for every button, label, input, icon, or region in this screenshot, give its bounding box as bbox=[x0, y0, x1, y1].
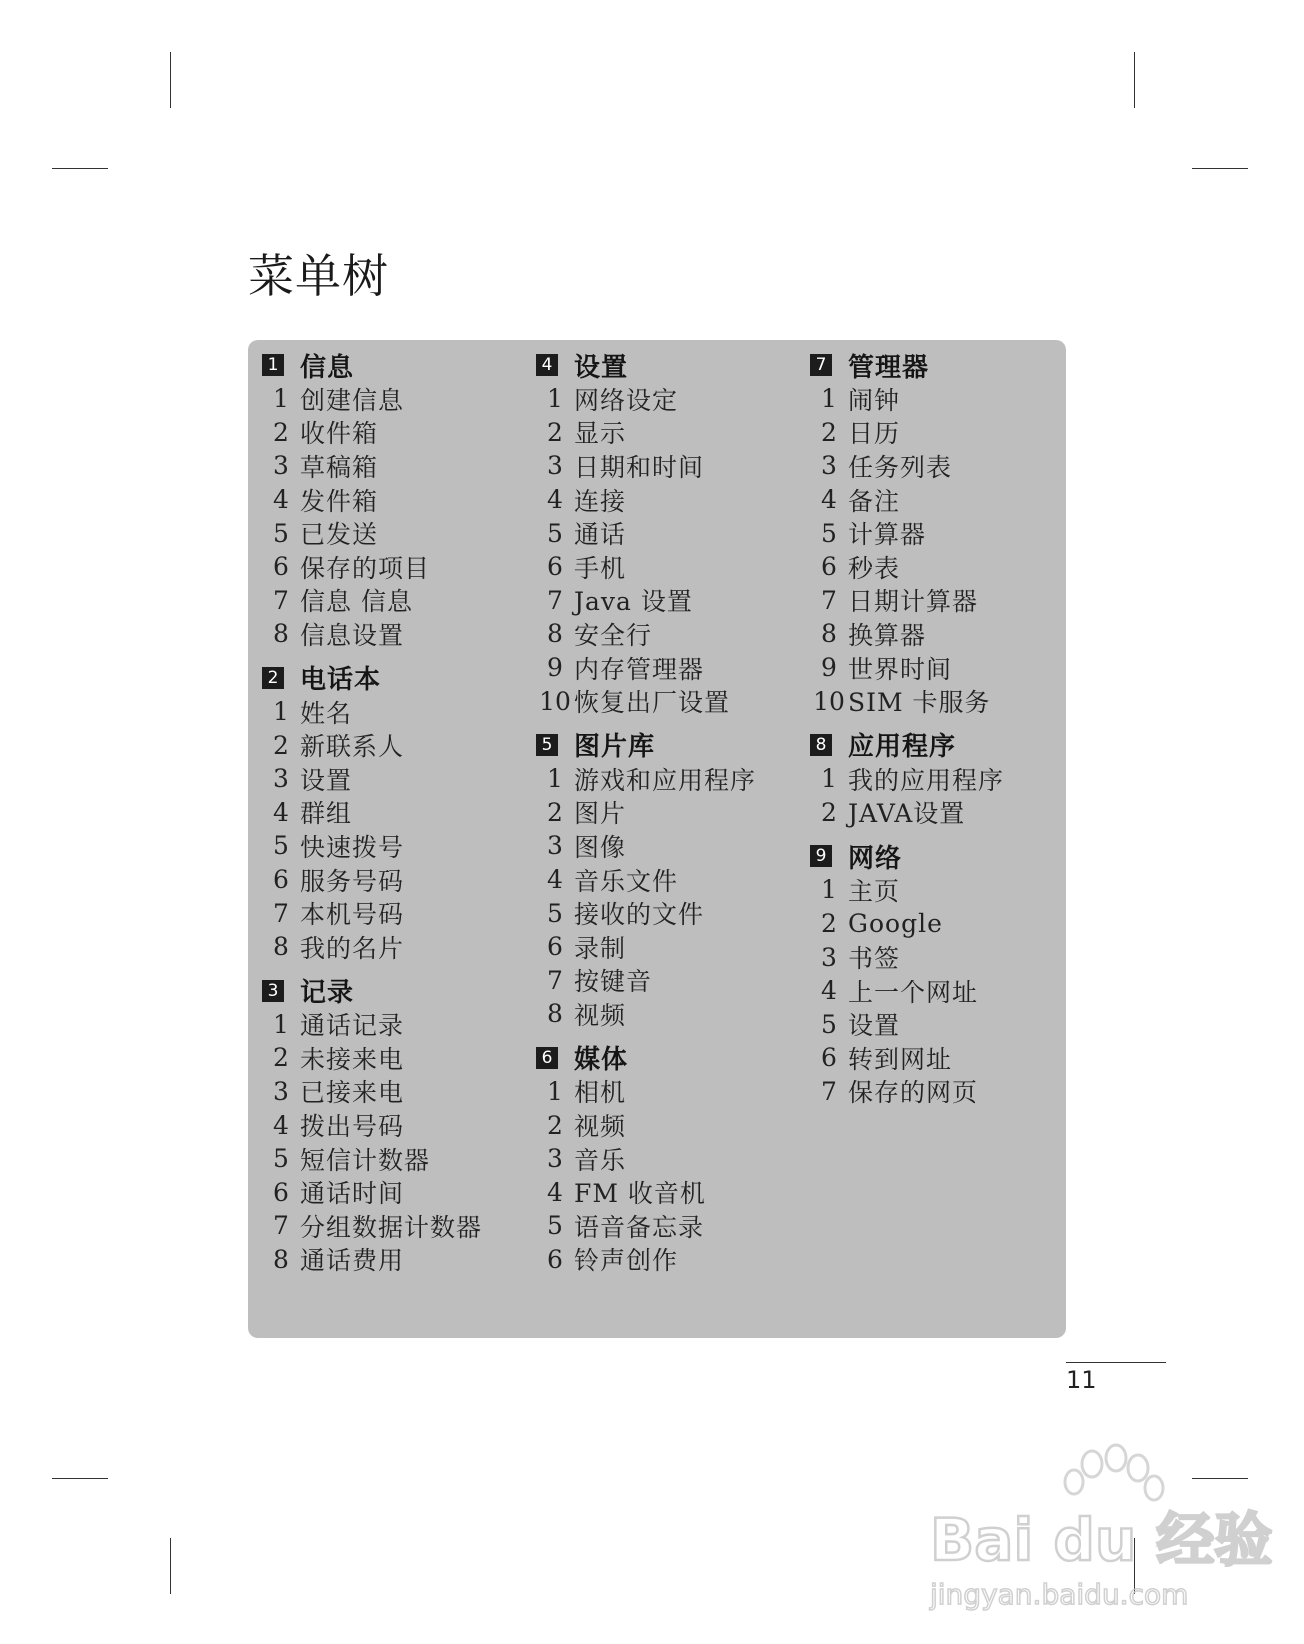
menu-item bbox=[262, 930, 482, 964]
menu-item bbox=[536, 584, 756, 618]
menu-item bbox=[810, 907, 1004, 941]
menu-section-header bbox=[536, 348, 756, 382]
menu-item-label: Google bbox=[848, 909, 943, 939]
menu-item-label: 语音备忘录 bbox=[574, 1212, 705, 1242]
menu-section bbox=[536, 348, 756, 718]
menu-item-number: 6 bbox=[821, 1043, 837, 1073]
section-number-badge: 5 bbox=[536, 734, 558, 756]
menu-item-number: 4 bbox=[547, 1177, 563, 1207]
menu-item-label: 通话时间 bbox=[300, 1179, 405, 1209]
menu-item bbox=[262, 1243, 482, 1277]
menu-item-label: 通话 bbox=[574, 520, 627, 550]
menu-item-number: 2 bbox=[821, 909, 837, 939]
watermark-site: jingyan.baidu.com bbox=[930, 1578, 1189, 1611]
section-title: 记录 bbox=[300, 978, 355, 1008]
menu-item-number: 2 bbox=[547, 1110, 563, 1140]
menu-item bbox=[262, 483, 482, 517]
menu-item-number: 3 bbox=[821, 942, 837, 972]
menu-item bbox=[810, 550, 1004, 584]
crop-mark bbox=[1192, 168, 1248, 169]
menu-item-label: 秒表 bbox=[848, 553, 901, 583]
menu-section-header bbox=[262, 974, 482, 1008]
menu-item-number: 8 bbox=[547, 619, 563, 649]
menu-item-label: 拨出号码 bbox=[300, 1112, 405, 1142]
menu-item-label: 图片 bbox=[574, 799, 627, 829]
menu-item-label: 任务列表 bbox=[848, 452, 953, 482]
menu-item-number: 1 bbox=[273, 1009, 289, 1039]
menu-column-3 bbox=[810, 348, 1004, 1118]
menu-item bbox=[810, 449, 1004, 483]
menu-item bbox=[262, 896, 482, 930]
menu-item-number: 1 bbox=[821, 875, 837, 905]
menu-item-label: 图像 bbox=[574, 832, 627, 862]
section-number-badge: 3 bbox=[262, 980, 284, 1002]
menu-item bbox=[262, 829, 482, 863]
menu-item-label: 信息 信息 bbox=[300, 587, 413, 617]
menu-column-1 bbox=[262, 348, 482, 1286]
menu-item bbox=[262, 1041, 482, 1075]
menu-item-label: 服务号码 bbox=[300, 866, 405, 896]
page-number: 11 bbox=[1066, 1366, 1097, 1394]
menu-item-number: 5 bbox=[273, 1144, 289, 1174]
menu-item bbox=[810, 483, 1004, 517]
menu-item bbox=[536, 651, 756, 685]
menu-item-label: 换算器 bbox=[848, 620, 927, 650]
menu-item bbox=[536, 896, 756, 930]
menu-item-label: 日历 bbox=[848, 419, 901, 449]
menu-item-label: 内存管理器 bbox=[574, 654, 705, 684]
menu-item-number: 8 bbox=[273, 619, 289, 649]
menu-item-number: 4 bbox=[821, 976, 837, 1006]
menu-item-number: 8 bbox=[273, 1244, 289, 1274]
menu-item-label: 通话记录 bbox=[300, 1011, 405, 1041]
menu-section bbox=[810, 728, 1004, 829]
menu-item-label: 主页 bbox=[848, 876, 901, 906]
menu-item bbox=[536, 964, 756, 998]
section-number-badge: 7 bbox=[810, 354, 832, 376]
menu-item bbox=[536, 829, 756, 863]
baidu-jingyan-watermark-logo bbox=[924, 1442, 1273, 1612]
menu-item-number: 1 bbox=[273, 384, 289, 414]
menu-item-number: 4 bbox=[273, 1110, 289, 1140]
menu-item bbox=[810, 873, 1004, 907]
menu-item-label: 录制 bbox=[574, 933, 627, 963]
section-number-badge: 2 bbox=[262, 667, 284, 689]
menu-item bbox=[262, 516, 482, 550]
menu-item-label: 快速拨号 bbox=[300, 832, 405, 862]
menu-item-label: 我的应用程序 bbox=[848, 765, 1005, 795]
menu-item-number: 2 bbox=[821, 417, 837, 447]
menu-item-label: 手机 bbox=[574, 553, 627, 583]
menu-item-label: 已接来电 bbox=[300, 1078, 405, 1108]
menu-item bbox=[536, 449, 756, 483]
menu-section bbox=[536, 1041, 756, 1277]
menu-item-number: 6 bbox=[547, 552, 563, 582]
section-title: 媒体 bbox=[574, 1045, 629, 1076]
menu-item bbox=[262, 762, 482, 796]
section-title: 管理器 bbox=[848, 352, 930, 383]
menu-section bbox=[536, 728, 756, 1031]
menu-item bbox=[536, 1243, 756, 1277]
menu-item-number: 7 bbox=[273, 1211, 289, 1241]
menu-item bbox=[262, 1142, 482, 1176]
menu-item bbox=[262, 449, 482, 483]
menu-item bbox=[262, 382, 482, 416]
menu-item-label: 日期和时间 bbox=[574, 452, 705, 482]
menu-section bbox=[262, 661, 482, 964]
crop-mark bbox=[170, 52, 171, 108]
menu-item-number: 7 bbox=[547, 585, 563, 615]
menu-item bbox=[810, 1041, 1004, 1075]
menu-item-number: 5 bbox=[821, 1009, 837, 1039]
menu-item-number: 6 bbox=[273, 865, 289, 895]
menu-item-number: 4 bbox=[273, 797, 289, 827]
menu-item-number: 1 bbox=[273, 697, 289, 727]
menu-item bbox=[810, 762, 1004, 796]
section-title: 信息 bbox=[300, 352, 355, 383]
menu-item-label: 已发送 bbox=[300, 520, 379, 550]
menu-item-label: 网络设定 bbox=[574, 385, 679, 415]
menu-item-label: 计算器 bbox=[848, 520, 927, 550]
menu-item bbox=[536, 762, 756, 796]
menu-item-number: 7 bbox=[273, 898, 289, 928]
menu-item-number: 3 bbox=[273, 764, 289, 794]
menu-item-label: 通话费用 bbox=[300, 1246, 405, 1276]
menu-item-label: 发件箱 bbox=[300, 486, 379, 516]
menu-item bbox=[536, 863, 756, 897]
menu-item-number: 3 bbox=[547, 831, 563, 861]
menu-item bbox=[536, 1108, 756, 1142]
menu-item-label: 信息设置 bbox=[300, 620, 405, 650]
menu-item-number: 7 bbox=[547, 965, 563, 995]
crop-mark bbox=[1134, 52, 1135, 108]
menu-item-label: JAVA设置 bbox=[848, 799, 966, 829]
menu-item-label: 上一个网址 bbox=[848, 977, 979, 1007]
menu-item-number: 4 bbox=[547, 485, 563, 515]
menu-item bbox=[536, 684, 756, 718]
section-title: 应用程序 bbox=[848, 732, 957, 763]
menu-item bbox=[536, 1209, 756, 1243]
menu-column-2 bbox=[536, 348, 756, 1286]
menu-item bbox=[536, 483, 756, 517]
menu-section-header bbox=[262, 661, 482, 695]
page-title: 菜单树 bbox=[248, 249, 389, 303]
menu-item bbox=[810, 416, 1004, 450]
menu-item bbox=[262, 1175, 482, 1209]
menu-item-number: 2 bbox=[273, 730, 289, 760]
menu-item-label: 音乐文件 bbox=[574, 866, 679, 896]
menu-item-number: 7 bbox=[273, 585, 289, 615]
menu-section bbox=[810, 839, 1004, 1108]
menu-item-number: 8 bbox=[273, 932, 289, 962]
menu-item-label: 视频 bbox=[574, 1000, 627, 1030]
menu-item-number: 5 bbox=[273, 518, 289, 548]
menu-item-label: 保存的项目 bbox=[300, 553, 431, 583]
menu-item-label: 游戏和应用程序 bbox=[574, 765, 757, 795]
menu-item-label: 未接来电 bbox=[300, 1044, 405, 1074]
menu-item bbox=[262, 1075, 482, 1109]
menu-item bbox=[262, 617, 482, 651]
menu-item-number: 2 bbox=[273, 417, 289, 447]
menu-item bbox=[536, 930, 756, 964]
menu-item-number: 8 bbox=[821, 619, 837, 649]
menu-section bbox=[262, 974, 482, 1277]
menu-item bbox=[810, 1075, 1004, 1109]
menu-item-label: 闹钟 bbox=[848, 385, 901, 415]
crop-mark bbox=[52, 1478, 108, 1479]
menu-item-number: 3 bbox=[547, 451, 563, 481]
section-title: 图片库 bbox=[574, 732, 656, 763]
menu-item-label: 收件箱 bbox=[300, 419, 379, 449]
menu-item-label: 创建信息 bbox=[300, 385, 405, 415]
menu-item-number: 3 bbox=[273, 1076, 289, 1106]
menu-item-number: 6 bbox=[821, 552, 837, 582]
menu-item-number: 5 bbox=[547, 1211, 563, 1241]
menu-item-number: 7 bbox=[821, 1076, 837, 1106]
menu-item bbox=[536, 382, 756, 416]
menu-item-label: 保存的网页 bbox=[848, 1078, 979, 1108]
menu-item-number: 1 bbox=[547, 764, 563, 794]
menu-item bbox=[262, 1008, 482, 1042]
menu-item-number: 4 bbox=[547, 865, 563, 895]
menu-item-number: 4 bbox=[821, 485, 837, 515]
menu-item-number: 6 bbox=[547, 1244, 563, 1274]
menu-item-label: 相机 bbox=[574, 1078, 627, 1108]
section-title: 设置 bbox=[574, 352, 629, 383]
menu-item-label: 世界时间 bbox=[848, 654, 953, 684]
menu-item-label: 我的名片 bbox=[300, 933, 405, 963]
menu-section bbox=[810, 348, 1004, 718]
menu-item-number: 10 bbox=[539, 686, 571, 716]
menu-item-number: 6 bbox=[547, 932, 563, 962]
menu-item bbox=[262, 584, 482, 618]
menu-item-number: 3 bbox=[547, 1144, 563, 1174]
watermark-brand: Bai du 经验 bbox=[930, 1506, 1273, 1574]
menu-item-number: 5 bbox=[547, 898, 563, 928]
menu-item-number: 2 bbox=[273, 1043, 289, 1073]
menu-tree-panel bbox=[248, 340, 1066, 1338]
menu-item bbox=[536, 1175, 756, 1209]
menu-item-number: 2 bbox=[821, 797, 837, 827]
menu-item-number: 9 bbox=[547, 653, 563, 683]
menu-section-header bbox=[536, 728, 756, 762]
menu-item-number: 3 bbox=[821, 451, 837, 481]
section-number-badge: 1 bbox=[262, 354, 284, 376]
menu-item-label: 日期计算器 bbox=[848, 587, 979, 617]
menu-item-number: 5 bbox=[547, 518, 563, 548]
menu-item bbox=[262, 550, 482, 584]
menu-item-number: 6 bbox=[273, 552, 289, 582]
menu-item bbox=[810, 796, 1004, 830]
crop-mark bbox=[52, 168, 108, 169]
menu-item-label: 群组 bbox=[300, 799, 353, 829]
menu-section bbox=[262, 348, 482, 651]
menu-item-label: 本机号码 bbox=[300, 900, 405, 930]
page-number-rule bbox=[1066, 1362, 1166, 1363]
menu-item-label: 视频 bbox=[574, 1112, 627, 1142]
menu-item-number: 9 bbox=[821, 653, 837, 683]
menu-item-label: 草稿箱 bbox=[300, 452, 379, 482]
menu-item bbox=[810, 974, 1004, 1008]
menu-item-number: 2 bbox=[547, 797, 563, 827]
menu-item bbox=[810, 516, 1004, 550]
menu-item-label: 备注 bbox=[848, 486, 901, 516]
menu-item-label: 显示 bbox=[574, 419, 627, 449]
section-number-badge: 8 bbox=[810, 734, 832, 756]
menu-item bbox=[536, 416, 756, 450]
menu-item bbox=[536, 516, 756, 550]
menu-item-label: 音乐 bbox=[574, 1145, 627, 1175]
crop-mark bbox=[170, 1538, 171, 1594]
menu-section-header bbox=[810, 728, 1004, 762]
menu-item bbox=[262, 796, 482, 830]
menu-item bbox=[536, 796, 756, 830]
menu-item-label: 新联系人 bbox=[300, 732, 405, 762]
menu-item-label: 转到网址 bbox=[848, 1044, 953, 1074]
menu-item bbox=[810, 382, 1004, 416]
menu-item bbox=[810, 1008, 1004, 1042]
menu-item-number: 6 bbox=[273, 1177, 289, 1207]
menu-item-label: FM 收音机 bbox=[574, 1179, 706, 1209]
menu-item-label: SIM 卡服务 bbox=[848, 688, 991, 718]
menu-item-label: 按键音 bbox=[574, 967, 653, 997]
menu-item-label: 连接 bbox=[574, 486, 627, 516]
menu-item-number: 2 bbox=[547, 417, 563, 447]
menu-item bbox=[262, 1209, 482, 1243]
menu-item bbox=[810, 940, 1004, 974]
menu-item-label: 书签 bbox=[848, 944, 901, 974]
menu-item-number: 8 bbox=[547, 999, 563, 1029]
menu-item-number: 3 bbox=[273, 451, 289, 481]
menu-item-number: 1 bbox=[821, 384, 837, 414]
menu-item-label: 姓名 bbox=[300, 698, 353, 728]
menu-section-header bbox=[262, 348, 482, 382]
section-title: 电话本 bbox=[300, 665, 382, 696]
menu-item-label: Java 设置 bbox=[574, 587, 693, 617]
menu-item-label: 铃声创作 bbox=[574, 1246, 679, 1276]
section-number-badge: 9 bbox=[810, 845, 832, 867]
menu-item bbox=[536, 1075, 756, 1109]
menu-item-number: 5 bbox=[273, 831, 289, 861]
menu-item-number: 10 bbox=[813, 686, 845, 716]
menu-item bbox=[262, 728, 482, 762]
menu-item bbox=[536, 617, 756, 651]
menu-item bbox=[810, 617, 1004, 651]
menu-item-label: 设置 bbox=[300, 765, 353, 795]
menu-item bbox=[536, 997, 756, 1031]
menu-item bbox=[262, 1108, 482, 1142]
menu-item-number: 1 bbox=[821, 764, 837, 794]
menu-item-label: 接收的文件 bbox=[574, 900, 705, 930]
menu-item bbox=[536, 1142, 756, 1176]
menu-item-label: 短信计数器 bbox=[300, 1145, 431, 1175]
menu-item bbox=[536, 550, 756, 584]
menu-item bbox=[810, 584, 1004, 618]
section-number-badge: 4 bbox=[536, 354, 558, 376]
menu-item bbox=[262, 863, 482, 897]
menu-item-number: 1 bbox=[547, 384, 563, 414]
menu-item-number: 5 bbox=[821, 518, 837, 548]
menu-item-label: 恢复出厂设置 bbox=[574, 688, 731, 718]
menu-item-number: 4 bbox=[273, 485, 289, 515]
menu-section-header bbox=[810, 348, 1004, 382]
menu-section-header bbox=[536, 1041, 756, 1075]
menu-item bbox=[262, 695, 482, 729]
menu-item-label: 安全行 bbox=[574, 620, 653, 650]
menu-section-header bbox=[810, 839, 1004, 873]
section-number-badge: 6 bbox=[536, 1047, 558, 1069]
menu-item-number: 7 bbox=[821, 585, 837, 615]
menu-item bbox=[810, 651, 1004, 685]
menu-item bbox=[262, 416, 482, 450]
menu-item-label: 设置 bbox=[848, 1011, 901, 1041]
menu-item-label: 分组数据计数器 bbox=[300, 1212, 483, 1242]
menu-item bbox=[810, 684, 1004, 718]
section-title: 网络 bbox=[848, 843, 903, 874]
menu-item-number: 1 bbox=[547, 1076, 563, 1106]
